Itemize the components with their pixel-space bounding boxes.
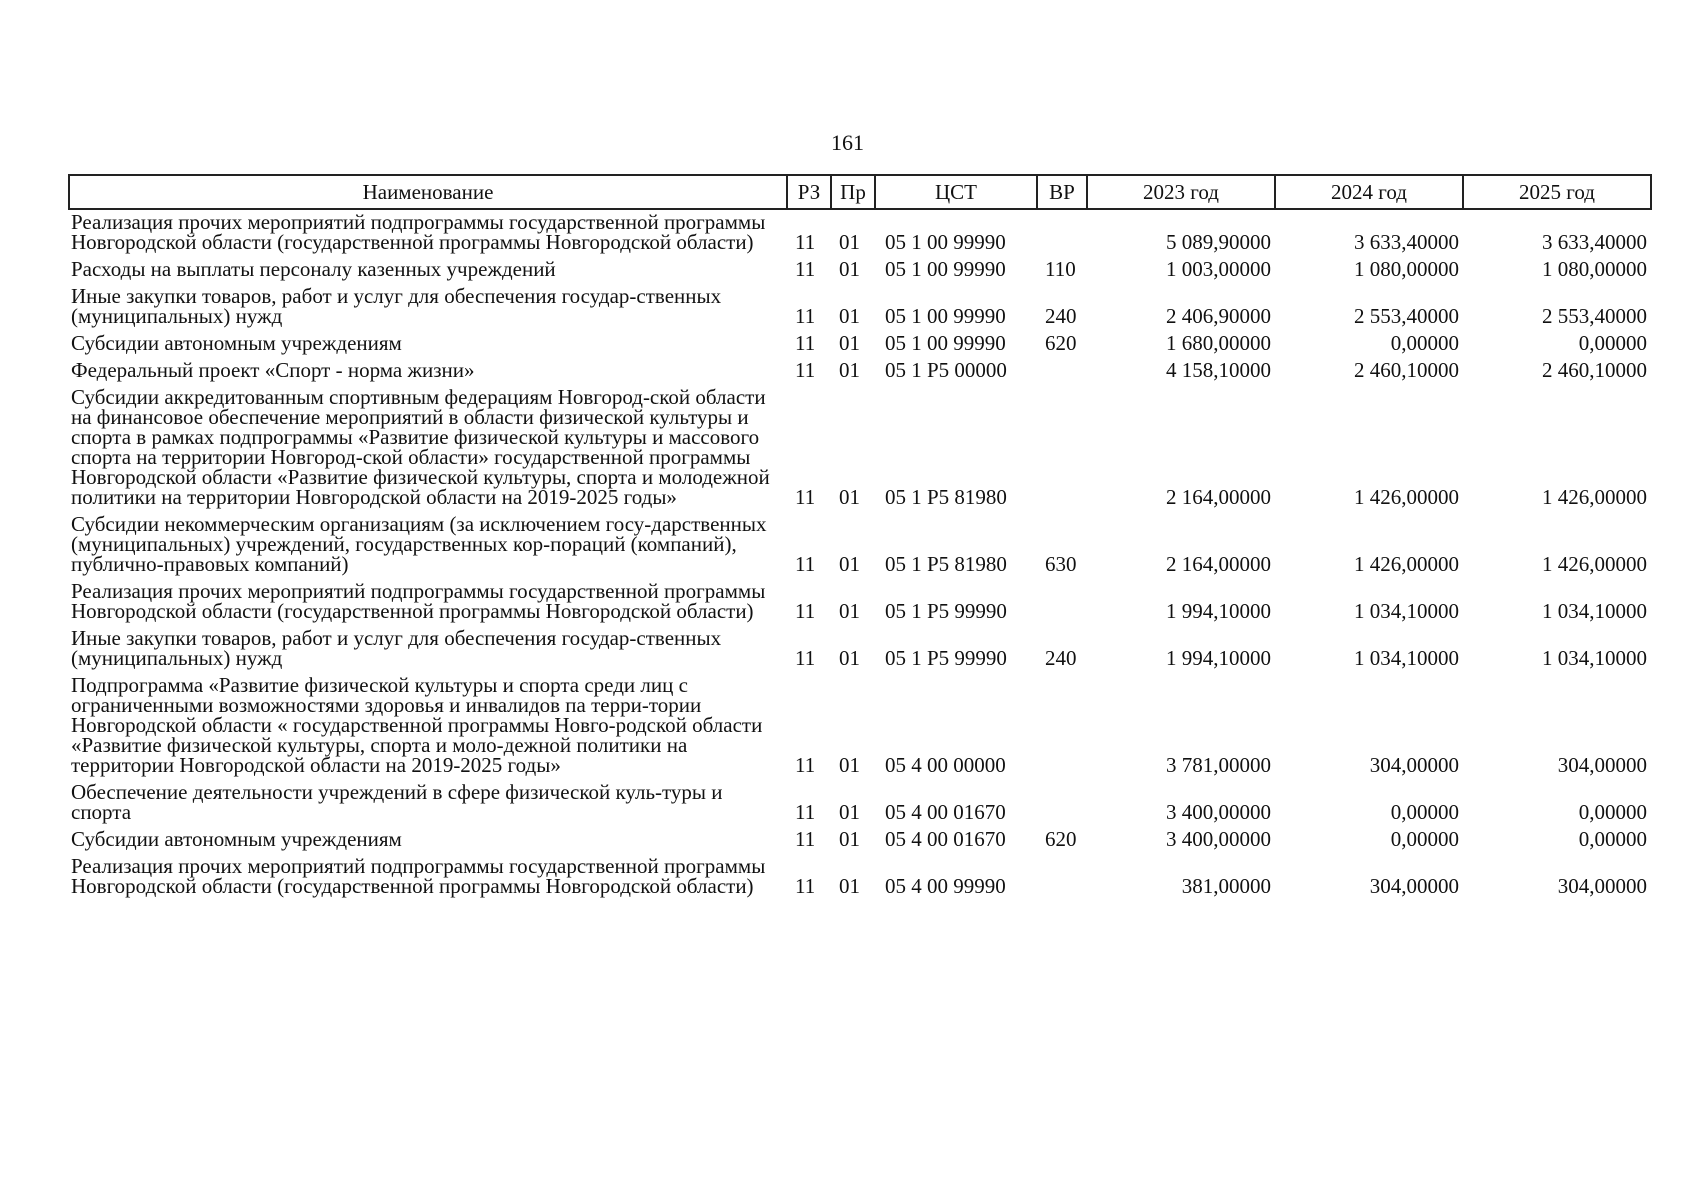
cell-name: Реализация прочих мероприятий подпрограммы государственной программы Новгородской области (государственной программы Новгородской области) — [71, 854, 766, 898]
cell-vr: 620 — [1045, 331, 1077, 355]
header-year-2024: 2024 год — [1275, 175, 1463, 209]
cell-vr — [1037, 673, 1087, 780]
cell-2025: 1 034,10000 — [1542, 599, 1647, 623]
cell-2025: 1 080,00000 — [1542, 257, 1647, 281]
cell-2024: 0,00000 — [1390, 827, 1459, 851]
header-row — [69, 175, 1651, 209]
cell-name: Федеральный проект «Спорт - норма жизни» — [71, 358, 475, 382]
cell-2023: 2 164,00000 — [1166, 552, 1271, 576]
cell-cst: 05 1 00 99990 — [885, 331, 1006, 355]
cell-name: Субсидии аккредитованным спортивным федерациям Новгород-ской области на финансовое обеспечение мероприятий в области физической культуры и спорта в рамках подпрограммы «Развитие физической культуры и массового спорта на территории Новгород-ской области» государственной программы Новгородской области «Развитие физической культуры, спорта и молодежной политики на территории Новгородской области на 2019-2025 годы» — [71, 385, 770, 509]
cell-2024: 1 034,10000 — [1354, 646, 1459, 670]
cell-2024: 2 553,40000 — [1354, 304, 1459, 328]
cell-2023: 1 680,00000 — [1166, 331, 1271, 355]
table-row — [69, 673, 1651, 780]
cell-cst: 05 4 00 99990 — [885, 874, 1006, 898]
cell-pr: 01 — [839, 552, 860, 576]
cell-rz: 11 — [795, 874, 816, 898]
cell-2024: 304,00000 — [1369, 753, 1459, 777]
cell-2024: 1 426,00000 — [1354, 485, 1459, 509]
cell-2023: 4 158,10000 — [1166, 358, 1271, 382]
cell-vr: 240 — [1045, 646, 1077, 670]
budget-table — [68, 174, 1652, 901]
header-name: Наименование — [69, 175, 787, 209]
cell-rz: 11 — [795, 230, 816, 254]
cell-rz: 11 — [795, 304, 816, 328]
cell-vr — [1037, 385, 1087, 512]
cell-vr: 630 — [1045, 552, 1077, 576]
cell-pr: 01 — [839, 800, 860, 824]
cell-2025: 2 553,40000 — [1542, 304, 1647, 328]
header-year-2025: 2025 год — [1463, 175, 1651, 209]
cell-vr — [1037, 209, 1087, 257]
cell-pr: 01 — [839, 599, 860, 623]
table-row — [69, 827, 1651, 854]
header-pr: Пр — [831, 175, 875, 209]
cell-2025: 304,00000 — [1557, 874, 1647, 898]
cell-cst: 05 4 00 01670 — [885, 800, 1006, 824]
cell-pr: 01 — [839, 485, 860, 509]
cell-2023: 5 089,90000 — [1166, 230, 1271, 254]
cell-pr: 01 — [839, 646, 860, 670]
cell-2023: 1 003,00000 — [1166, 257, 1271, 281]
cell-rz: 11 — [795, 485, 816, 509]
table-row — [69, 284, 1651, 331]
cell-vr: 620 — [1045, 827, 1077, 851]
cell-cst: 05 4 00 01670 — [885, 827, 1006, 851]
cell-name: Подпрограмма «Развитие физической культуры и спорта среди лиц с ограниченными возможностями здоровья и инвалидов па терри-тории Новгородской области « государственной программы Новго-родской области «Развитие физической культуры, спорта и моло-дежной политики на территории Новгородской области на 2019-2025 годы» — [71, 673, 763, 777]
cell-2024: 1 034,10000 — [1354, 599, 1459, 623]
table-row — [69, 780, 1651, 827]
cell-2023: 1 994,10000 — [1166, 646, 1271, 670]
cell-2025: 1 426,00000 — [1542, 552, 1647, 576]
table-header — [69, 175, 1651, 209]
cell-2024: 2 460,10000 — [1354, 358, 1459, 382]
cell-name: Обеспечение деятельности учреждений в сфере физической куль-туры и спорта — [71, 780, 723, 824]
cell-vr — [1037, 854, 1087, 901]
cell-cst: 05 1 00 99990 — [885, 257, 1006, 281]
cell-name: Субсидии автономным учреждениям — [71, 331, 402, 355]
cell-name: Реализация прочих мероприятий подпрограммы государственной программы Новгородской области (государственной программы Новгородской области) — [71, 210, 766, 254]
cell-2024: 0,00000 — [1390, 800, 1459, 824]
cell-name: Расходы на выплаты персоналу казенных учреждений — [71, 257, 556, 281]
cell-pr: 01 — [839, 358, 860, 382]
cell-2025: 0,00000 — [1578, 827, 1647, 851]
cell-cst: 05 1 00 99990 — [885, 304, 1006, 328]
cell-rz: 11 — [795, 358, 816, 382]
cell-name: Субсидии некоммерческим организациям (за исключением госу-дарственных (муниципальных) учреждений, государственных кор-пораций (компаний), публично-правовых компаний) — [71, 512, 767, 576]
cell-2024: 304,00000 — [1369, 874, 1459, 898]
cell-2025: 304,00000 — [1557, 753, 1647, 777]
cell-2023: 3 781,00000 — [1166, 753, 1271, 777]
table-row — [69, 385, 1651, 512]
cell-name: Реализация прочих мероприятий подпрограммы государственной программы Новгородской области (государственной программы Новгородской области) — [71, 579, 766, 623]
cell-cst: 05 1 00 99990 — [885, 230, 1006, 254]
cell-pr: 01 — [839, 753, 860, 777]
table-row — [69, 209, 1651, 257]
table-row — [69, 854, 1651, 901]
cell-2023: 2 164,00000 — [1166, 485, 1271, 509]
cell-cst: 05 4 00 00000 — [885, 753, 1006, 777]
cell-rz: 11 — [795, 827, 816, 851]
cell-pr: 01 — [839, 874, 860, 898]
header-rz: РЗ — [787, 175, 831, 209]
cell-2025: 2 460,10000 — [1542, 358, 1647, 382]
cell-cst: 05 1 P5 99990 — [885, 599, 1007, 623]
table-row — [69, 512, 1651, 579]
cell-vr — [1037, 579, 1087, 626]
cell-2025: 1 034,10000 — [1542, 646, 1647, 670]
cell-name: Иные закупки товаров, работ и услуг для обеспечения государ-ственных (муниципальных) нужд — [71, 626, 722, 670]
cell-cst: 05 1 P5 99990 — [885, 646, 1007, 670]
cell-2023: 3 400,00000 — [1166, 827, 1271, 851]
cell-name: Субсидии автономным учреждениям — [71, 827, 402, 851]
cell-name: Иные закупки товаров, работ и услуг для обеспечения государ-ственных (муниципальных) нужд — [71, 284, 722, 328]
table-row — [69, 579, 1651, 626]
cell-rz: 11 — [795, 257, 816, 281]
cell-2025: 0,00000 — [1578, 800, 1647, 824]
cell-2024: 1 080,00000 — [1354, 257, 1459, 281]
cell-2024: 3 633,40000 — [1354, 230, 1459, 254]
header-vr: ВР — [1037, 175, 1087, 209]
cell-cst: 05 1 P5 81980 — [885, 485, 1007, 509]
cell-pr: 01 — [839, 827, 860, 851]
table-row — [69, 331, 1651, 358]
table-row — [69, 257, 1651, 284]
cell-rz: 11 — [795, 753, 816, 777]
cell-vr: 110 — [1045, 257, 1076, 281]
cell-2023: 1 994,10000 — [1166, 599, 1271, 623]
cell-2024: 0,00000 — [1390, 331, 1459, 355]
cell-rz: 11 — [795, 646, 816, 670]
cell-vr — [1037, 780, 1087, 827]
cell-2023: 381,00000 — [1181, 874, 1271, 898]
cell-2025: 0,00000 — [1578, 331, 1647, 355]
cell-2025: 1 426,00000 — [1542, 485, 1647, 509]
cell-2023: 3 400,00000 — [1166, 800, 1271, 824]
table-body — [69, 209, 1651, 901]
cell-cst: 05 1 P5 81980 — [885, 552, 1007, 576]
page-number: 161 — [831, 130, 864, 155]
cell-rz: 11 — [795, 599, 816, 623]
cell-vr — [1037, 358, 1087, 385]
table-row — [69, 358, 1651, 385]
cell-2025: 3 633,40000 — [1542, 230, 1647, 254]
cell-cst: 05 1 P5 00000 — [885, 358, 1007, 382]
cell-pr: 01 — [839, 257, 860, 281]
header-cst: ЦСТ — [875, 175, 1037, 209]
cell-rz: 11 — [795, 552, 816, 576]
cell-pr: 01 — [839, 304, 860, 328]
table-row — [69, 626, 1651, 673]
cell-rz: 11 — [795, 331, 816, 355]
header-year-2023: 2023 год — [1087, 175, 1275, 209]
cell-pr: 01 — [839, 230, 860, 254]
cell-2023: 2 406,90000 — [1166, 304, 1271, 328]
cell-2024: 1 426,00000 — [1354, 552, 1459, 576]
cell-rz: 11 — [795, 800, 816, 824]
cell-vr: 240 — [1045, 304, 1077, 328]
cell-pr: 01 — [839, 331, 860, 355]
